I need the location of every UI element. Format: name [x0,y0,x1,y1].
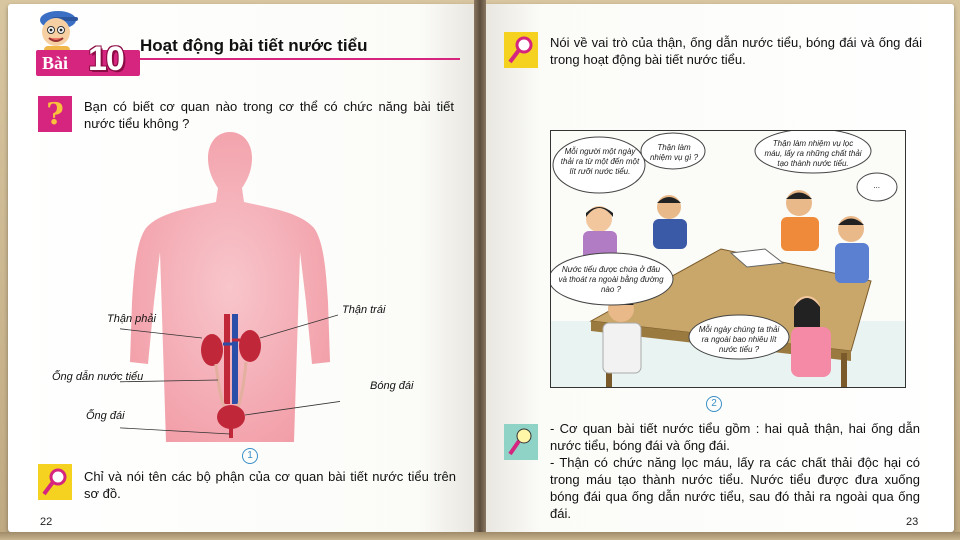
page-number-right: 23 [906,516,919,528]
left-activity-text: Chỉ và nói tên các bộ phận của cơ quan bài tiết nước tiểu trên sơ đồ. [84,469,456,501]
label-left-kidney: Thận trái [342,304,386,316]
magnifier-pencil-icon [38,464,72,500]
lesson-title: Hoạt động bài tiết nước tiểu [140,36,368,55]
magnifier-pencil-icon [504,32,538,68]
urinary-system-diagram [120,132,340,444]
svg-text:?: ? [46,97,64,132]
summary-point-1: - Cơ quan bài tiết nước tiểu gồm : hai quả thận, hai ống dẫn nước tiểu, bóng đái và ống đái. [550,421,920,453]
label-right-kidney: Thận phải [107,313,156,325]
bubble-3: Thận làm nhiệm vụ lọc máu, lấy ra những chất thải tạo thành nước tiểu. [764,139,862,168]
bubble-4: ... [873,181,881,190]
figure-number-2: 2 [706,396,722,412]
bubble-6: Mỗi ngày chúng ta thải ra ngoài bao nhiêu lít nước tiểu ? [698,325,780,354]
question-text: Bạn có biết cơ quan nào trong cơ thể có chức năng bài tiết nước tiểu không ? [84,99,454,131]
page-number-left: 22 [40,516,53,528]
label-ureter: Ống dẫn nước tiểu [52,371,144,383]
right-kidney [201,334,223,366]
summary-point-2: - Thận có chức năng lọc máu, lấy ra các chất thải độc hại có trong máu tạo thành nước tiểu. Nước tiểu được đưa xuống bóng đái qua ống dẫn nước tiểu, sau đó thải ra ngoài qua ống đái. [550,455,920,521]
bladder [217,405,245,429]
lesson-number: 10 [88,40,124,78]
bubble-2: Thận làm nhiệm vụ gì ? [649,143,699,162]
book-shadow [0,532,960,540]
right-activity-text: Nói về vai trò của thận, ống dẫn nước tiểu, bóng đái và ống đái trong hoạt động bài tiết nước tiểu. [550,35,922,67]
left-kidney [239,330,261,362]
lightbulb-pencil-icon [504,424,538,460]
title-underline [140,58,460,60]
question-icon [38,96,72,132]
bubble-5: Nước tiểu được chứa ở đâu và thoát ra ngoài bằng đường nào ? [558,265,664,294]
urethra [229,428,233,438]
bubble-1: Mỗi người một ngày thải ra từ một đến một lít rưỡi nước tiểu. [560,147,640,176]
label-bladder: Bóng đái [370,380,414,392]
discussion-illustration [550,130,906,388]
lesson-word: Bài [42,53,69,73]
label-urethra: Ống đái [86,410,125,422]
figure-number-1: 1 [242,448,258,464]
book-spine [474,0,486,536]
